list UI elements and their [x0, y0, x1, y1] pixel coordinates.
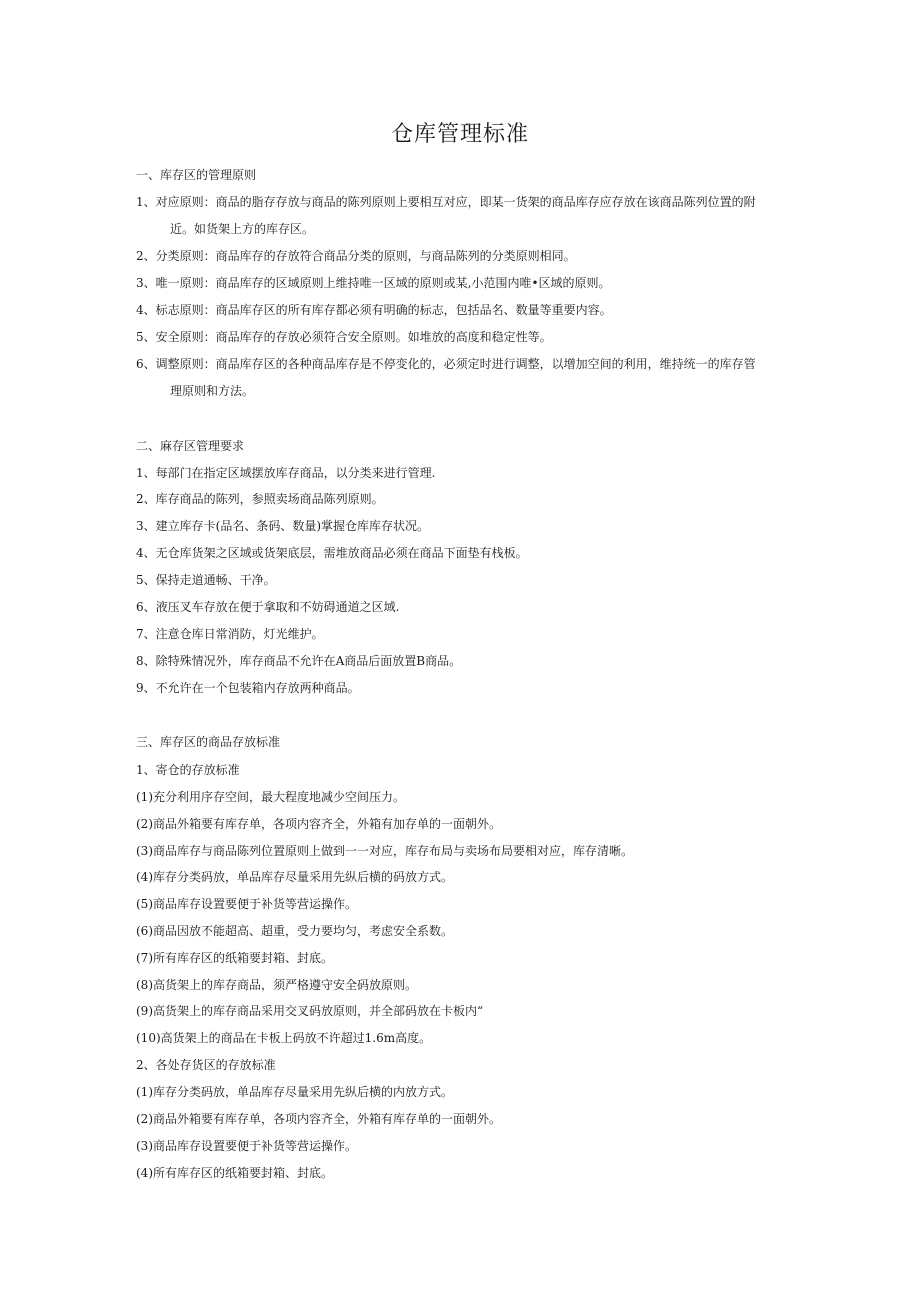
- paragraph-line: (9)高货架上的库存商品采用交叉码放原则，并全部码放在卡板内“: [136, 1004, 484, 1018]
- paragraph-line: (1)充分利用序存空间，最大程度地减少空间压力。: [136, 790, 405, 804]
- paragraph-line: 1、每部门在指定区域摆放库存商品，以分类来进行管理.: [136, 466, 436, 480]
- paragraph-line: 4、无仓库货架之区域或货架底层，需堆放商品必须在商品下面垫有栈板。: [136, 546, 528, 560]
- section-heading-2: 二、麻存区管理要求: [136, 439, 245, 453]
- paragraph-line: 3、建立库存卡(品名、条码、数量)掌握仓库库存状况。: [136, 519, 430, 533]
- paragraph-line: (4)库存分类码放，单品库存尽量采用先纵后横的码放方式。: [136, 870, 454, 884]
- paragraph-line: (10)高货架上的商品在卡板上码放不许超过1.6m高度。: [136, 1031, 432, 1045]
- paragraph-line: 2、分类原则：商品库存的存放符合商品分类的原则，与商品陈列的分类原则相同。: [136, 249, 576, 263]
- paragraph-line: (7)所有库存区的纸箱要封箱、封底。: [136, 951, 333, 965]
- paragraph-line: 3、唯一原则：商品库存的区域原则上维持唯一区域的原则或某,小范围内唯•区域的原则。: [136, 276, 611, 290]
- paragraph-line: 7、注意仓库日常消防，灯光维护。: [136, 627, 324, 641]
- paragraph-line: (1)库存分类码放，单品库存尽量采用先纵后横的内放方式。: [136, 1085, 454, 1099]
- paragraph-line: 5、保持走道通畅、干净。: [136, 573, 276, 587]
- paragraph-line: 5、安全原则：商品库存的存放必须符合安全原则。如堆放的高度和稳定性等。: [136, 330, 552, 344]
- paragraph-line: 8、除特殊情况外，库存商品不允许在A商品后面放置B商品。: [136, 654, 462, 668]
- paragraph-line: 近。如货架上方的库存区。: [170, 222, 315, 236]
- subsection-heading: 1、寄仓的存放标准: [136, 763, 240, 777]
- paragraph-line: 6、调整原则：商品库存区的各种商品库存是不停变化的，必须定时进行调整，以增加空间的利用，维持统一的库存管: [136, 357, 756, 371]
- paragraph-line: (3)商品库存设置要便于补货等营运操作。: [136, 1139, 357, 1153]
- paragraph-line: 9、不允许在一个包装箱内存放两种商品。: [136, 681, 360, 695]
- subsection-heading: 2、各处存货区的存放标准: [136, 1058, 276, 1072]
- paragraph-line: 1、对应原则：商品的脂存存放与商品的陈列原则上要相互对应，即某一货架的商品库存应存放在该商品陈列位置的附: [136, 195, 756, 209]
- paragraph-line: (2)商品外箱要有库存单，各项内容齐全，外箱有库存单的一面朝外。: [136, 1112, 502, 1126]
- paragraph-line: (3)商品库存与商品陈列位置原则上做到一一对应，库存布局与卖场布局要相对应，库存清晰。: [136, 844, 634, 858]
- section-heading-1: 一、库存区的管理原则: [136, 168, 257, 182]
- paragraph-line: (5)商品库存设置要便于补货等营运操作。: [136, 897, 357, 911]
- document-title: 仓库管理标准: [390, 122, 529, 147]
- paragraph-line: (8)高货架上的库存商品，须严格遵守安全码放原则。: [136, 978, 418, 992]
- paragraph-line: 理原则和方法。: [170, 384, 255, 398]
- section-heading-3: 三、库存区的商品存放标准: [136, 735, 281, 749]
- paragraph-line: (2)商品外箱要有库存单，各项内容齐全，外箱有加存单的一面朝外。: [136, 817, 502, 831]
- paragraph-line: 4、标志原则：商品库存区的所有库存都必须有明确的标志，包括品名、数量等重要内容。: [136, 303, 612, 317]
- paragraph-line: 2、库存商品的陈列，参照卖场商品陈列原则。: [136, 492, 384, 506]
- paragraph-line: (6)商品因放不能超高、超重，受力要均匀，考虑安全系数。: [136, 924, 454, 938]
- paragraph-line: 6、液压叉车存放在便于拿取和不妨碍通道之区域.: [136, 600, 400, 614]
- paragraph-line: (4)所有库存区的纸箱要封箱、封底。: [136, 1166, 333, 1180]
